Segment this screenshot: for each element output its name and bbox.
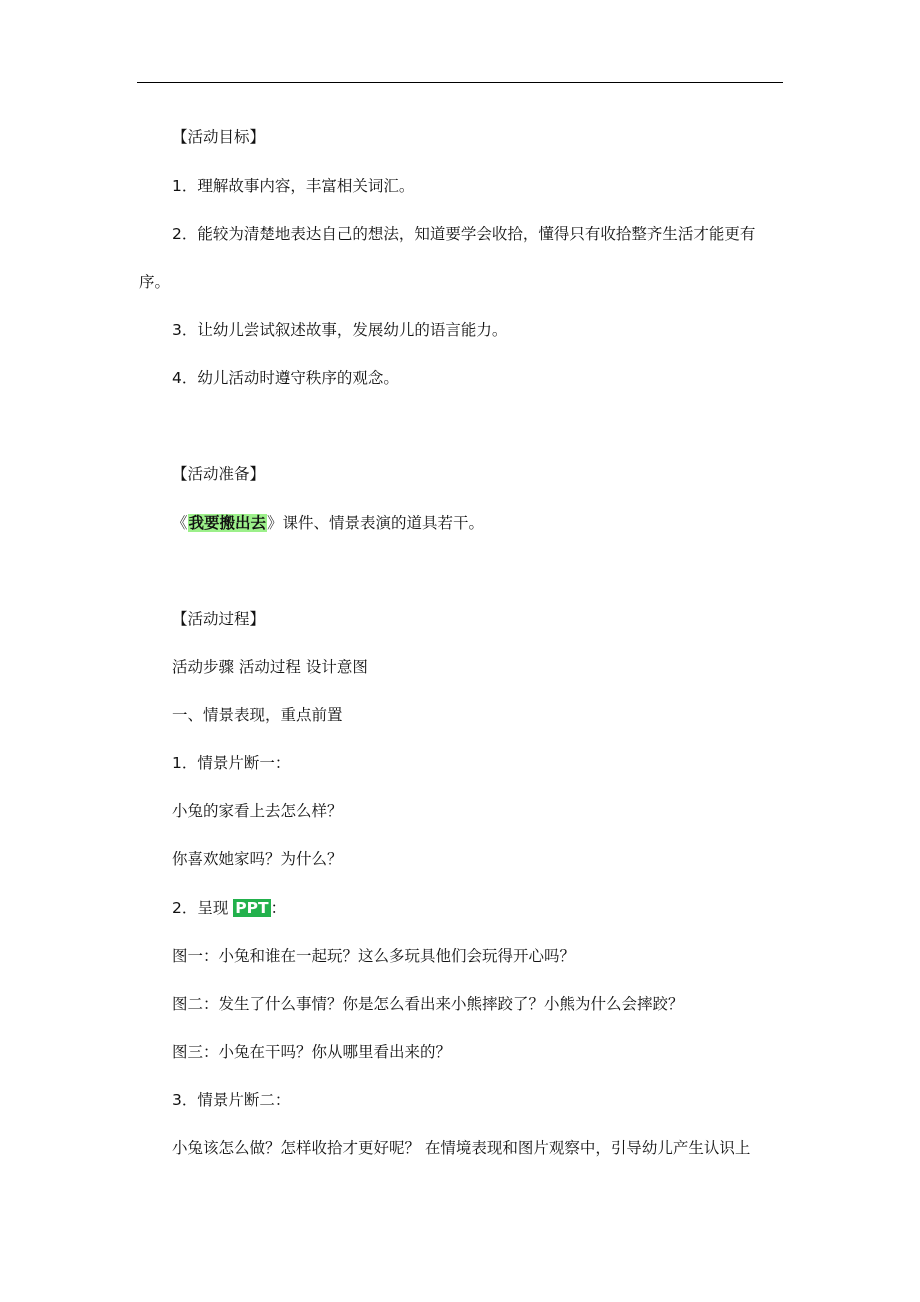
preparation-rest: 》课件、情景表演的道具若干。 <box>267 514 485 532</box>
question-2: 你喜欢她家吗？为什么？ <box>172 850 343 868</box>
ppt-prefix: 2．呈现 <box>172 899 234 917</box>
goals-heading: 【活动目标】 <box>172 128 266 146</box>
goal-item-2-line-2: 序。 <box>139 273 171 291</box>
scene-2-label: 3．情景片断二： <box>172 1091 291 1109</box>
ppt-highlight: PPT <box>235 899 269 917</box>
process-columns: 活动步骤 活动过程 设计意图 <box>172 658 368 676</box>
goal-item-2-line-1: 2．能较为清楚地表达自己的想法，知道要学会收拾，懂得只有收拾整齐生活才能更有 <box>172 225 756 243</box>
last-line: 小兔该怎么做？怎样收拾才更好呢？ 在情境表现和图片观察中，引导幼儿产生认识上 <box>172 1139 751 1157</box>
question-1: 小兔的家看上去怎么样？ <box>172 802 343 820</box>
book-title-highlight: 我要搬出去 <box>188 514 267 532</box>
figure-2-text: 图二：发生了什么事情？你是怎么看出来小熊摔跤了？小熊为什么会摔跤？ <box>172 995 684 1013</box>
goal-item-1: 1．理解故事内容，丰富相关词汇。 <box>172 177 415 195</box>
open-quote: 《 <box>172 514 188 532</box>
ppt-suffix: ： <box>270 899 287 917</box>
scene-1-label: 1．情景片断一： <box>172 754 291 772</box>
preparation-heading: 【活动准备】 <box>172 465 266 483</box>
figure-3-text: 图三：小兔在干吗？你从哪里看出来的？ <box>172 1043 452 1061</box>
step-1-title: 一、情景表现，重点前置 <box>172 706 343 724</box>
goal-item-3: 3．让幼儿尝试叙述故事，发展幼儿的语言能力。 <box>172 321 508 339</box>
figure-1-text: 图一：小兔和谁在一起玩？这么多玩具他们会玩得开心吗？ <box>172 947 576 965</box>
ppt-line <box>172 897 286 919</box>
goal-item-4: 4．幼儿活动时遵守秩序的观念。 <box>172 369 399 387</box>
process-heading: 【活动过程】 <box>172 610 266 628</box>
header-rule <box>137 82 783 83</box>
preparation-line <box>172 512 484 534</box>
